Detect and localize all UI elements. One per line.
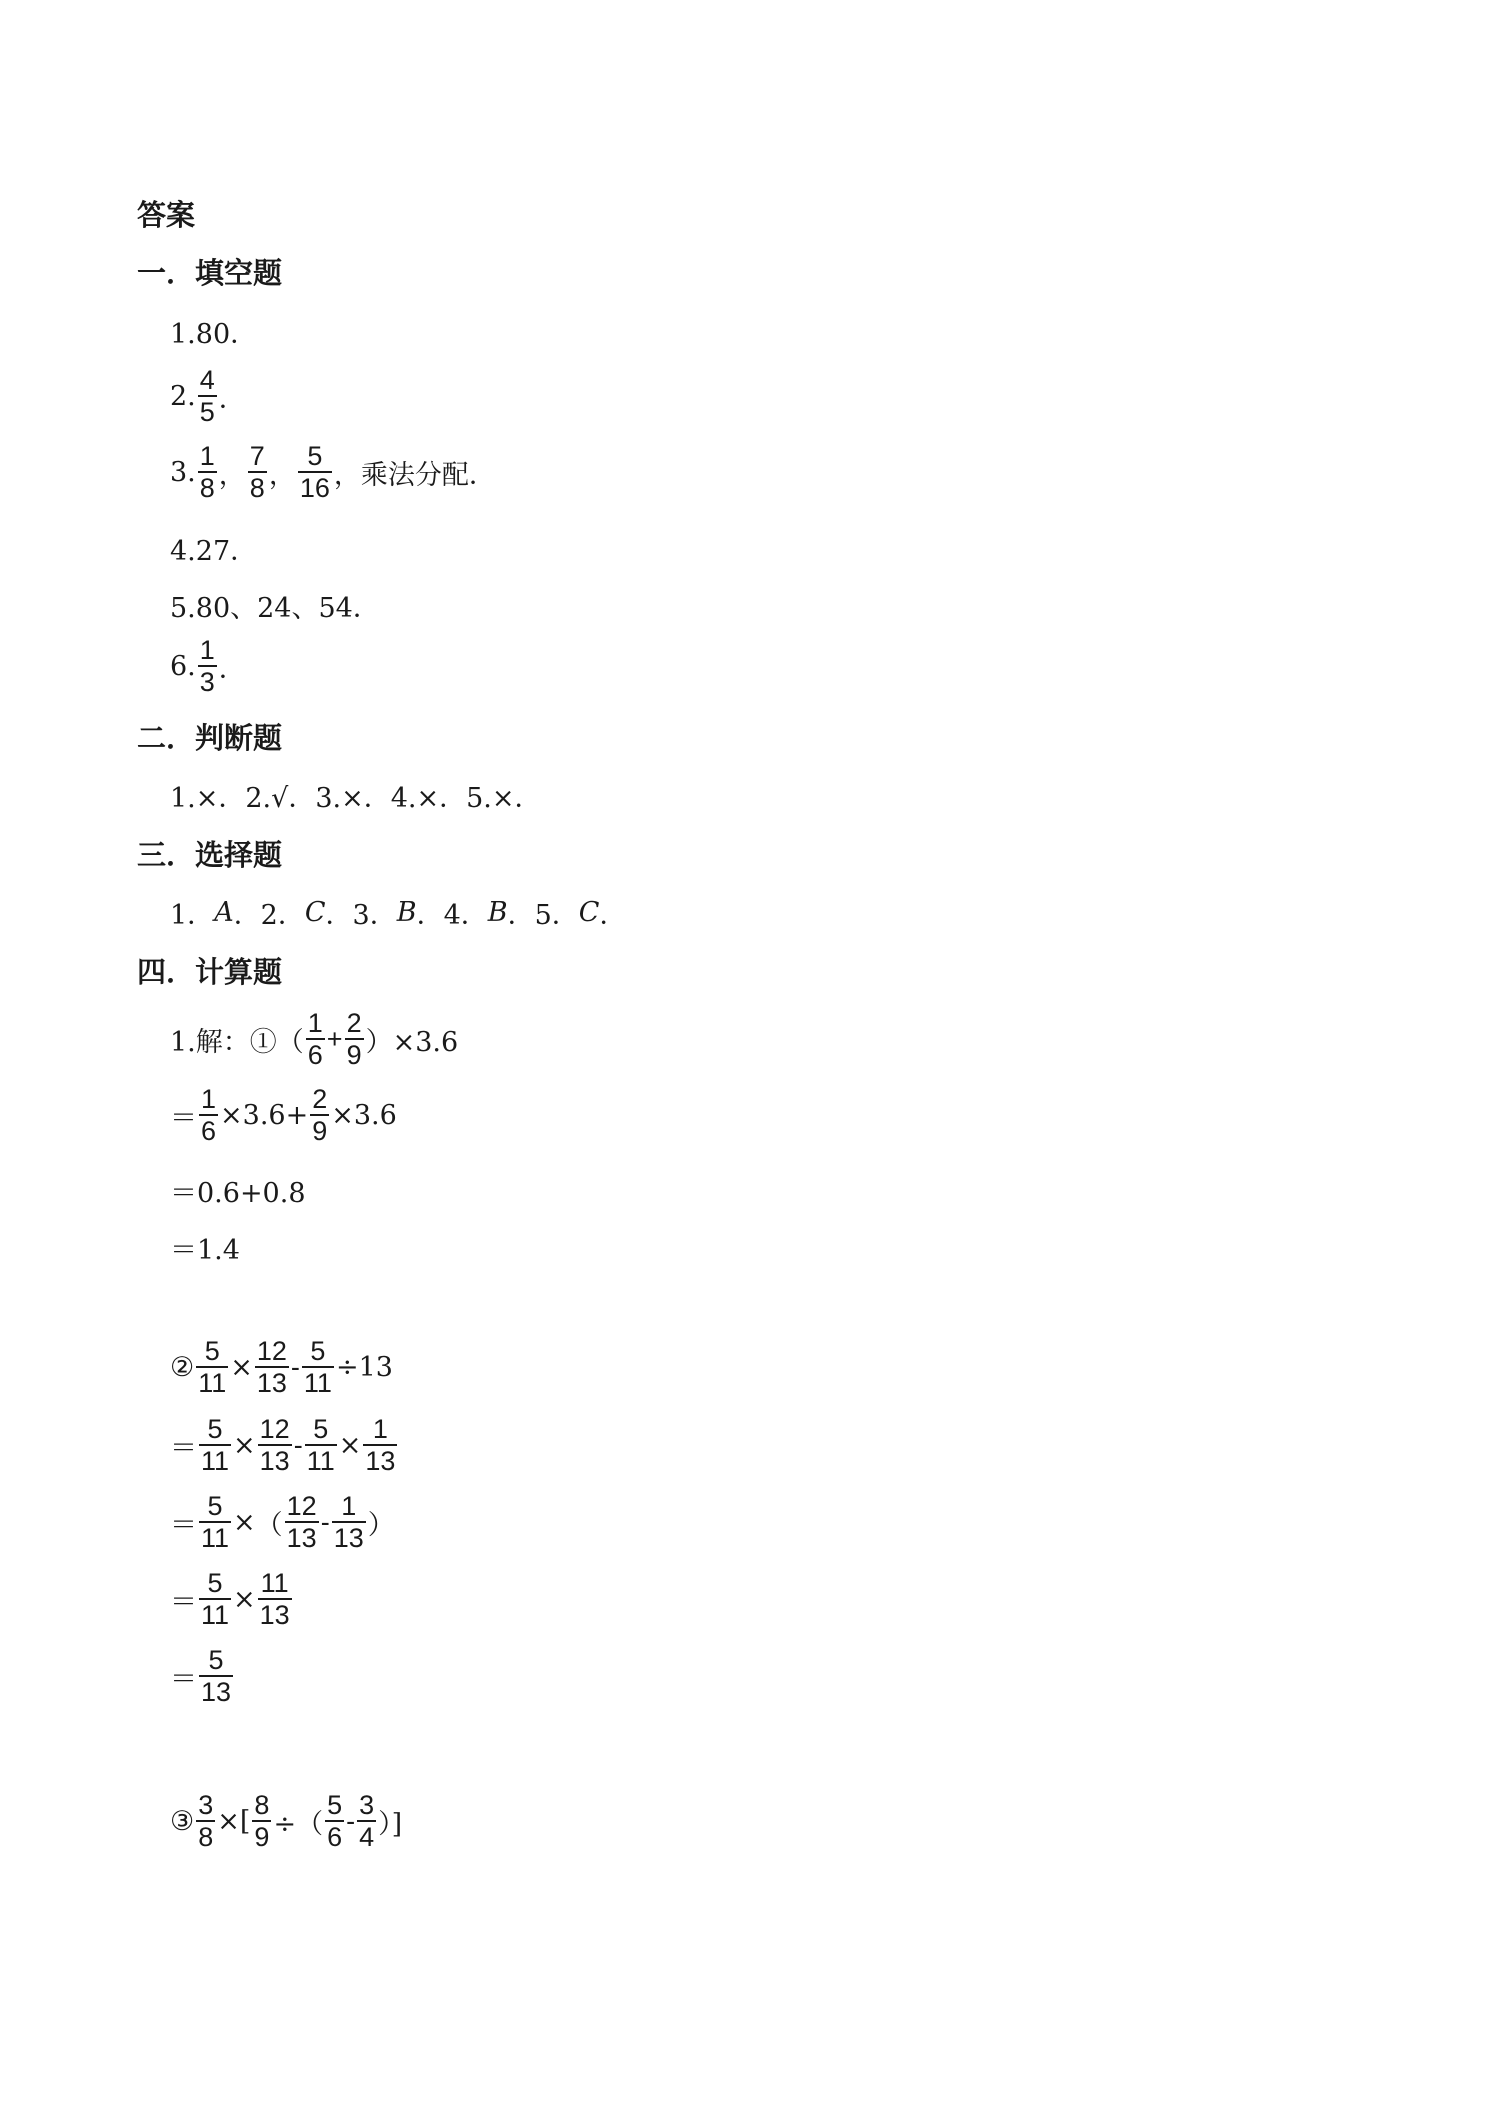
denominator: 9 [254, 1822, 270, 1852]
denominator: 11 [201, 1523, 230, 1553]
answer-number: ．4． [416, 900, 488, 931]
plus-sign: + [326, 1023, 343, 1054]
denominator: 11 [306, 1446, 335, 1476]
numerator: 5 [207, 1414, 223, 1444]
expression-part: ×3.6+ [220, 1099, 309, 1131]
calc-problem-3-line-1 [170, 1790, 402, 1852]
times-sign: × [338, 1429, 362, 1461]
fraction [198, 441, 217, 503]
denominator: 13 [259, 1600, 290, 1630]
equals-sign: ＝ [170, 1102, 197, 1134]
fraction [196, 1336, 228, 1398]
denominator: 13 [201, 1677, 232, 1707]
equals-sign: ＝ [170, 1586, 197, 1618]
choice-letter: A [214, 897, 234, 928]
punctuation: ． [599, 900, 627, 931]
numerator: 5 [207, 1568, 223, 1598]
numerator: 1 [372, 1414, 388, 1444]
calc-problem-2-line-1 [170, 1336, 393, 1398]
denominator: 6 [201, 1116, 217, 1146]
section-heading-calc: 四．计算题 [137, 955, 283, 989]
denominator: 6 [307, 1040, 323, 1070]
equals-sign: ＝ [170, 1432, 197, 1464]
denominator: 13 [333, 1523, 364, 1553]
calc-problem-2-line-3 [170, 1491, 395, 1553]
separator: ， [218, 459, 246, 491]
punctuation: ． [218, 383, 246, 415]
numerator: 8 [254, 1790, 270, 1820]
denominator: 3 [199, 667, 215, 697]
answer-number: ．2． [233, 900, 305, 931]
times-sign: × [233, 1429, 256, 1461]
answer-number: 1． [170, 900, 215, 931]
answer-number: ．5． [507, 900, 579, 931]
numerator: 12 [256, 1336, 287, 1366]
expression-part: ）] [378, 1808, 403, 1840]
fraction [357, 1790, 376, 1852]
fraction [252, 1790, 271, 1852]
answer-number: 6. [170, 650, 196, 682]
denominator: 13 [286, 1523, 317, 1553]
denominator: 5 [199, 397, 215, 427]
circled-number: ② [170, 1351, 195, 1383]
numerator: 5 [327, 1790, 343, 1820]
calc-problem-1-line-2 [170, 1084, 397, 1146]
calc-problem-2-line-2 [170, 1414, 399, 1476]
equals-sign: ＝ [170, 1509, 197, 1541]
fraction [306, 1008, 325, 1070]
numerator: 5 [207, 1491, 223, 1521]
calc-problem-2-line-5 [170, 1645, 235, 1707]
numerator: 5 [208, 1645, 224, 1675]
fraction [310, 1084, 329, 1146]
denominator: 11 [201, 1600, 230, 1630]
fill-answer-1: 1.80． [170, 319, 258, 350]
fraction [325, 1790, 344, 1852]
denominator: 11 [201, 1446, 230, 1476]
punctuation: ． [218, 653, 246, 685]
choice-letter: C [304, 897, 326, 928]
fraction [199, 1414, 231, 1476]
numerator: 1 [199, 441, 215, 471]
fraction [345, 1008, 364, 1070]
fraction [258, 1414, 292, 1476]
numerator: 7 [249, 441, 265, 471]
problem-intro: 1.解：①（ [170, 1026, 304, 1058]
denominator: 4 [359, 1822, 375, 1852]
expression-part: ÷（ [273, 1808, 324, 1840]
denominator: 9 [346, 1040, 362, 1070]
numerator: 1 [307, 1008, 323, 1038]
choice-letter: B [487, 897, 508, 928]
answer-number: 3. [170, 456, 196, 488]
expression-part: ×3.6 [331, 1099, 397, 1131]
paren-close: ） [367, 1509, 395, 1541]
numerator: 5 [204, 1336, 220, 1366]
fill-answer-2 [170, 365, 246, 427]
numerator: 3 [359, 1790, 375, 1820]
fraction [298, 441, 332, 503]
expression-tail: ）×3.6 [365, 1026, 459, 1058]
denominator: 8 [249, 473, 265, 503]
answer-number: ．3． [325, 900, 397, 931]
page-title: 答案 [137, 198, 196, 232]
numerator: 2 [312, 1084, 328, 1114]
answer-text: ，乘法分配． [333, 459, 496, 491]
section-heading-fill: 一．填空题 [137, 256, 283, 290]
fraction [199, 1491, 231, 1553]
choice-letter: C [578, 897, 600, 928]
denominator: 13 [259, 1446, 290, 1476]
choice-letter: B [396, 897, 417, 928]
denominator: 11 [303, 1368, 332, 1398]
denominator: 8 [198, 1822, 214, 1852]
fraction [199, 1084, 218, 1146]
numerator: 2 [346, 1008, 362, 1038]
fraction [258, 1568, 292, 1630]
fraction [305, 1414, 337, 1476]
fraction [199, 1645, 233, 1707]
calc-problem-1-line-1 [170, 1008, 458, 1070]
separator: ， [268, 459, 296, 491]
times-sign: × [233, 1583, 256, 1615]
denominator: 11 [198, 1368, 227, 1398]
fill-answer-6 [170, 635, 246, 697]
fill-answer-4: 4.27． [170, 536, 258, 567]
fraction [199, 1568, 231, 1630]
numerator: 5 [307, 441, 323, 471]
denominator: 9 [312, 1116, 328, 1146]
numerator: 5 [310, 1336, 326, 1366]
calc-problem-1-line-4: ＝1.4 [170, 1235, 240, 1266]
fraction [196, 1790, 215, 1852]
fraction [248, 441, 267, 503]
circled-number: ③ [170, 1805, 195, 1837]
calc-problem-1-line-3: ＝0.6+0.8 [170, 1178, 306, 1209]
numerator: 3 [198, 1790, 214, 1820]
paren-open: （ [255, 1509, 283, 1541]
section-heading-choice: 三．选择题 [137, 838, 283, 872]
minus-sign: - [290, 1351, 300, 1382]
denominator: 8 [199, 473, 215, 503]
numerator: 4 [199, 365, 215, 395]
denominator: 6 [327, 1822, 343, 1852]
minus-sign: - [320, 1506, 330, 1537]
fraction [255, 1336, 289, 1398]
numerator: 11 [260, 1568, 289, 1598]
numerator: 1 [201, 1084, 217, 1114]
numerator: 5 [313, 1414, 329, 1444]
numerator: 1 [341, 1491, 357, 1521]
expression-part: ÷13 [335, 1351, 393, 1383]
answer-number: 2. [170, 380, 196, 412]
fill-answer-5: 5.80、24、54． [170, 593, 380, 624]
judge-answers: 1.×．2.√．3.×．4.×．5.×． [170, 783, 542, 814]
fill-answer-3 [170, 441, 496, 503]
times-sign: × [230, 1351, 253, 1383]
choice-answers [170, 893, 626, 932]
fraction [302, 1336, 334, 1398]
numerator: 12 [286, 1491, 317, 1521]
fraction [198, 365, 217, 427]
minus-sign: - [346, 1805, 356, 1836]
equals-sign: ＝ [170, 1663, 197, 1695]
denominator: 16 [299, 473, 330, 503]
expression-part: ×[ [217, 1805, 251, 1837]
fraction [332, 1491, 366, 1553]
calc-problem-2-line-4 [170, 1568, 294, 1630]
numerator: 12 [259, 1414, 290, 1444]
fraction [363, 1414, 397, 1476]
times-sign: × [233, 1506, 256, 1538]
minus-sign: - [293, 1429, 303, 1460]
denominator: 13 [365, 1446, 396, 1476]
numerator: 1 [199, 635, 215, 665]
fraction [198, 635, 217, 697]
section-heading-judge: 二．判断题 [137, 721, 283, 755]
fraction [285, 1491, 319, 1553]
denominator: 13 [256, 1368, 287, 1398]
